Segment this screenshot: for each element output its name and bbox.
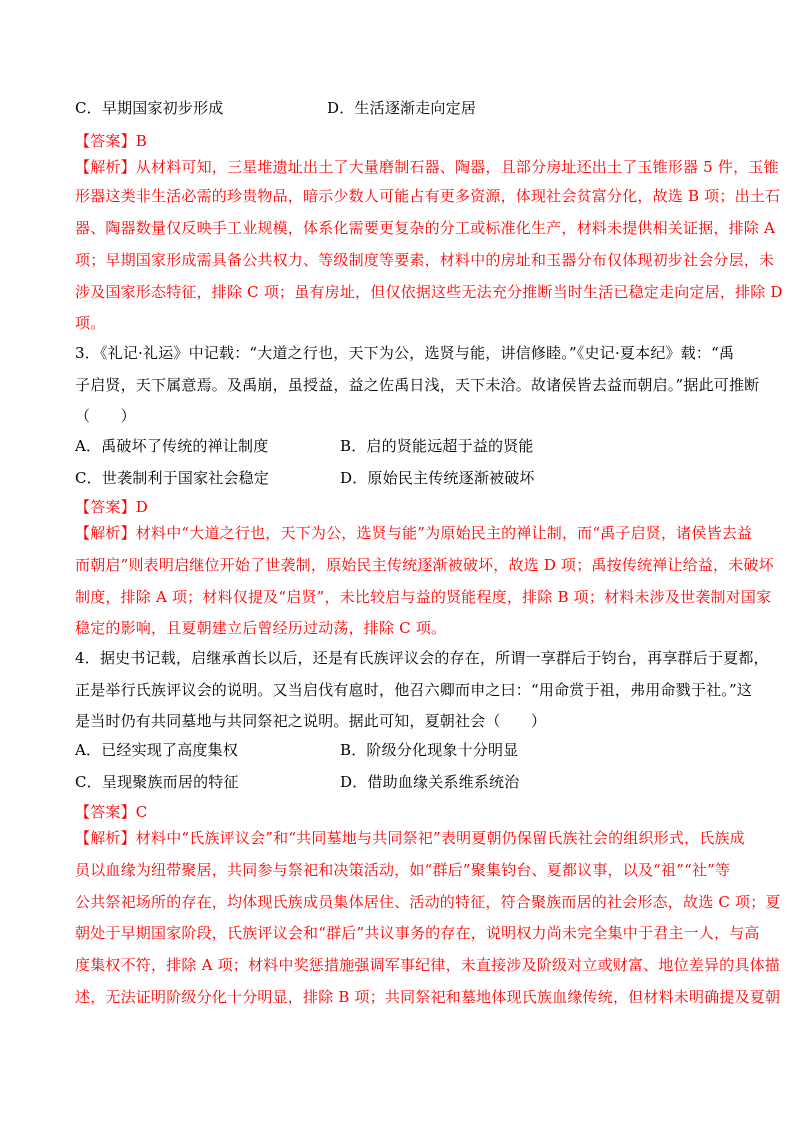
q3-option-d: D．原始民主传统逐渐被破坏 xyxy=(340,469,535,487)
q3-analysis-line: 制度，排除 A 项；材料仅提及“启贤”，未比较启与益的贤能程度，排除 B 项；材料未涉及世袭制对国家 xyxy=(75,588,772,606)
q4-option-c: C．呈现聚族而居的特征 xyxy=(75,773,239,791)
q2-analysis-line: 器、陶器数量仅反映手工业规模，体系化需要更复杂的分工或标准化生产，材料未提供相关证据，排除 A xyxy=(75,219,776,237)
q2-answer: 【答案】B xyxy=(75,132,148,150)
q4-analysis-line: 【解析】材料中“氏族评议会”和“共同墓地与共同祭祀”表明夏朝仍保留氏族社会的组织形式，氏族成 xyxy=(75,829,745,847)
q4-analysis-line: 员以血缘为纽带聚居，共同参与祭祀和决策活动，如“群后”聚集钧台、夏都议事，以及“祖”“社”等 xyxy=(75,861,731,879)
q2-analysis-line: 形器这类非生活必需的珍贵物品，暗示少数人可能占有更多资源，体现社会贫富分化，故选 B 项；出土石 xyxy=(75,187,781,205)
q3-analysis-line: 【解析】材料中“大道之行也，天下为公，选贤与能”为原始民主的禅让制，而“禹子启贤，诸侯皆去益 xyxy=(75,524,753,542)
q2-analysis-line: 涉及国家形态特征，排除 C 项；虽有房址，但仅依据这些无法充分推断当时生活已稳定走向定居，排除 D xyxy=(75,283,783,301)
q2-option-d: D．生活逐渐走向定居 xyxy=(327,99,477,117)
q4-analysis-line: 公共祭祀场所的存在，均体现氏族成员集体居住、活动的特征，符合聚族而居的社会形态，故选 C 项；夏 xyxy=(75,893,781,911)
q3-analysis-line: 而朝启”则表明启继位开始了世袭制，原始民主传统逐渐被破坏，故选 D 项；禹按传统禅让给益，未破坏 xyxy=(75,556,774,574)
q3-stem-line: （ ） xyxy=(75,407,136,425)
q4-option-a: A．已经实现了高度集权 xyxy=(75,741,239,759)
q4-option-d: D．借助血缘关系维系统治 xyxy=(340,773,520,791)
q4-analysis-line: 述，无法证明阶级分化十分明显，排除 B 项；共同祭祀和墓地体现氏族血缘传统，但材料未明确提及夏朝 xyxy=(75,988,781,1006)
q3-stem-line: 3．《礼记·礼运》中记载：“大道之行也，天下为公，选贤与能，讲信修睦。”《史记·夏本纪》载：“禹 xyxy=(75,344,735,362)
q3-answer: 【答案】D xyxy=(75,498,149,516)
q3-analysis-line: 稳定的影响，且夏朝建立后曾经历过动荡，排除 C 项。 xyxy=(75,619,447,637)
q4-option-b: B．阶级分化现象十分明显 xyxy=(340,741,519,759)
q2-analysis-line: 项。 xyxy=(75,314,106,332)
q3-option-c: C．世袭制利于国家社会稳定 xyxy=(75,469,270,487)
q4-answer: 【答案】C xyxy=(75,803,148,821)
q4-stem-line: 4．据史书记载，启继承酋长以后，还是有氏族评议会的存在，所谓一享群后于钧台，再享群后于夏都， xyxy=(75,649,769,667)
q3-option-a: A．禹破坏了传统的禅让制度 xyxy=(75,437,269,455)
q3-option-b: B．启的贤能远超于益的贤能 xyxy=(340,437,534,455)
q3-stem-line: 子启贤，天下属意焉。及禹崩，虽授益，益之佐禹日浅，天下未洽。故诸侯皆去益而朝启。”据此可推断 xyxy=(75,376,760,394)
q4-analysis-line: 朝处于早期国家阶段，氏族评议会和“群后”共议事务的存在，说明权力尚未完全集中于君主一人，与高 xyxy=(75,924,760,942)
q4-analysis-line: 度集权不符，排除 A 项；材料中奖惩措施强调军事纪律，未直接涉及阶级对立或财富、地位差异的具体描 xyxy=(75,956,780,974)
q2-option-c: C．早期国家初步形成 xyxy=(75,99,224,117)
q2-analysis-line: 项；早期国家形成需具备公共权力、等级制度等要素，材料中的房址和玉器分布仅体现初步社会分层，未 xyxy=(75,251,775,269)
q2-analysis-line: 【解析】从材料可知，三星堆遗址出土了大量磨制石器、陶器，且部分房址还出土了玉锥形器 5 件，玉锥 xyxy=(75,158,779,176)
q4-stem-line: 是当时仍有共同墓地与共同祭祀之说明。据此可知，夏朝社会（ ） xyxy=(75,712,547,730)
q4-stem-line: 正是举行氏族评议会的说明。又当启伐有扈时，他召六卿而申之曰：“用命赏于祖，弗用命戮于社。”这 xyxy=(75,681,753,699)
